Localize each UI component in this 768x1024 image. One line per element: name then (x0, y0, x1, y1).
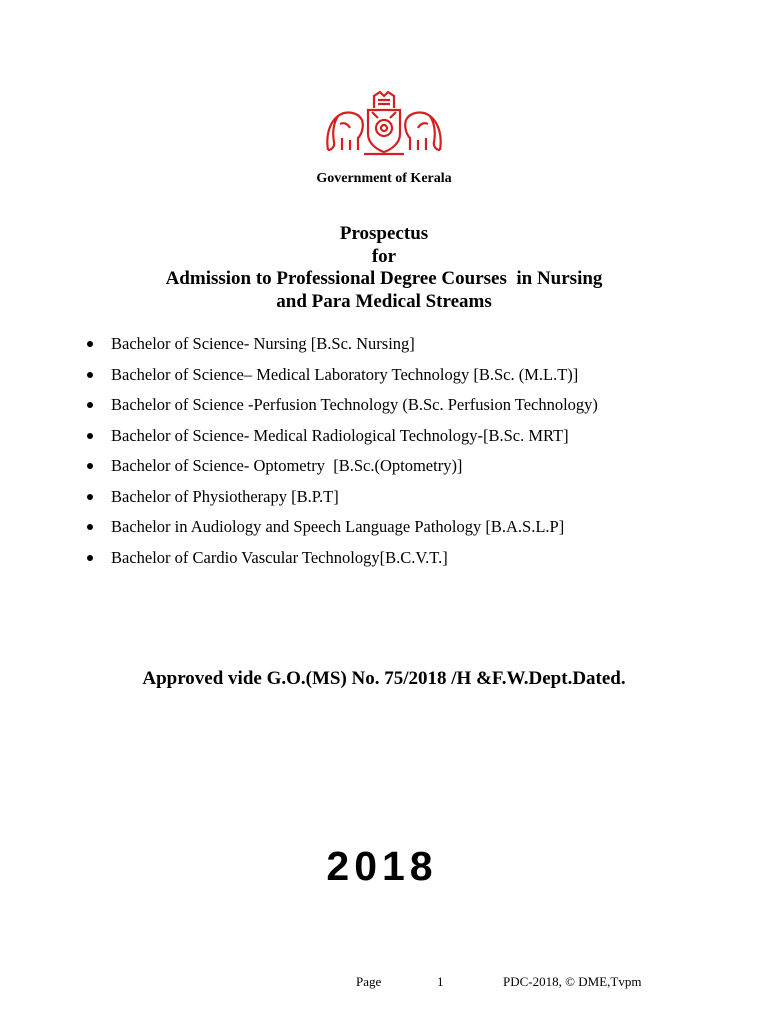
bullet-icon (87, 402, 93, 408)
course-item: Bachelor of Science -Perfusion Technology (B.Sc. Perfusion Technology) (86, 394, 598, 425)
kerala-emblem-icon (318, 88, 450, 160)
course-item: Bachelor of Science- Optometry [B.Sc.(Optometry)] (86, 455, 598, 486)
course-item: Bachelor of Science– Medical Laboratory Technology [B.Sc. (M.L.T)] (86, 364, 598, 395)
footer-document-code: PDC-2018, © DME,Tvpm (503, 974, 642, 989)
course-item: Bachelor of Cardio Vascular Technology[B.C.V.T.] (86, 547, 598, 578)
course-item: Bachelor of Physiotherapy [B.P.T] (86, 486, 598, 517)
footer-page-number: 1 (437, 974, 444, 989)
course-list (86, 333, 598, 577)
course-item: Bachelor of Science- Medical Radiological Technology-[B.Sc. MRT] (86, 425, 598, 456)
bullet-icon (87, 524, 93, 530)
bullet-icon (87, 341, 93, 347)
bullet-icon (87, 555, 93, 561)
footer-page-label: Page (356, 974, 382, 989)
title-line-3: Admission to Professional Degree Courses in Nursing (165, 268, 603, 289)
title-line-2: for (371, 245, 397, 267)
title-line-4: and Para Medical Streams (276, 290, 492, 312)
prospectus-title (0, 223, 768, 313)
approval-notice: Approved vide G.O.(MS) No. 75/2018 /H &F.W.Dept.Dated. (142, 668, 626, 689)
course-item: Bachelor in Audiology and Speech Language Pathology [B.A.S.L.P] (86, 516, 598, 547)
bullet-icon (87, 372, 93, 378)
prospectus-year: 2018 (326, 843, 438, 889)
title-line-1: Prospectus (339, 223, 429, 244)
course-item: Bachelor of Science- Nursing [B.Sc. Nursing] (86, 333, 598, 364)
bullet-icon (87, 494, 93, 500)
bullet-icon (87, 433, 93, 439)
government-name: Government of Kerala (316, 171, 452, 186)
bullet-icon (87, 463, 93, 469)
